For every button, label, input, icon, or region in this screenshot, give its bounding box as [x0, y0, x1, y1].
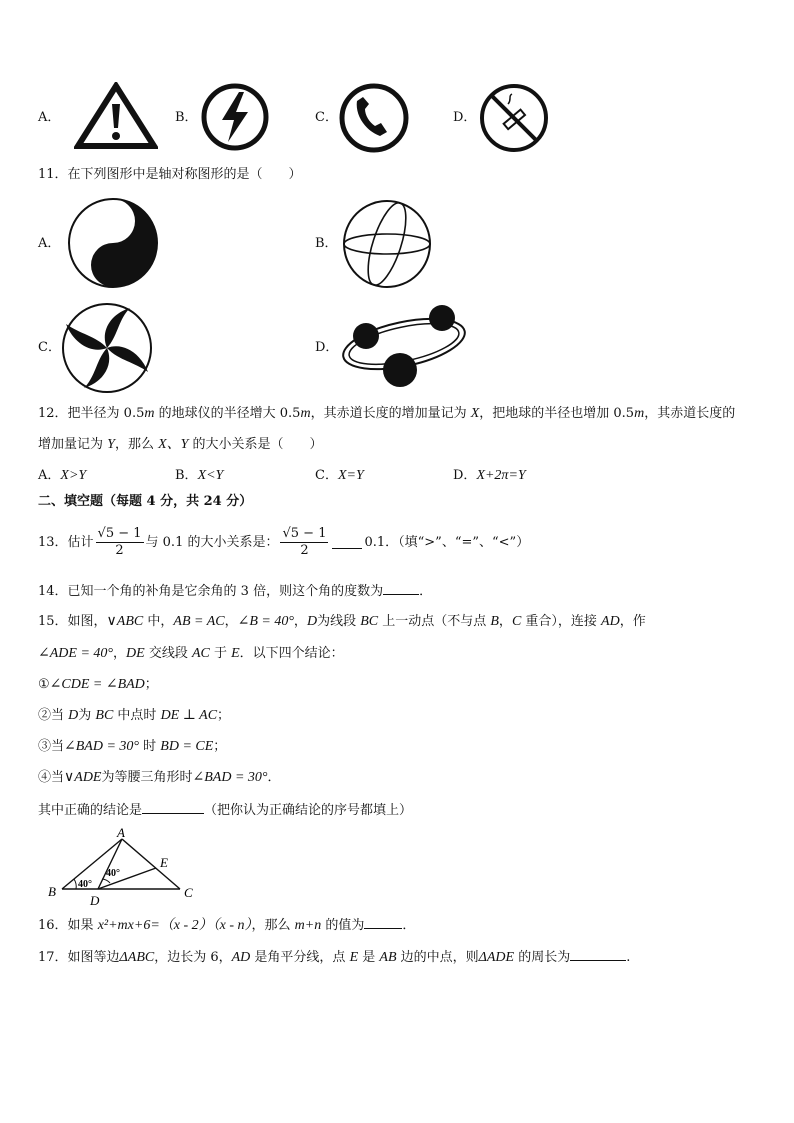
q15-answer-line: 其中正确的结论是 （把你认为正确结论的序号都填上）: [38, 803, 413, 818]
q16-answer-blank[interactable]: [364, 916, 402, 929]
q11-option-d-label: D．: [315, 340, 339, 355]
section-title: 二、填空题（每题 4 分，共 24 分）: [38, 494, 253, 509]
q11-stem: 11．在下列图形中是轴对称图形的是（ ）: [38, 167, 302, 182]
high-voltage-icon: [200, 82, 270, 152]
q15-triangle-figure: [40, 825, 210, 907]
q15-conclusion-3: ③当∠BAD = 30° 时 BD = CE；: [38, 739, 227, 754]
yin-yang-icon: [66, 196, 160, 290]
q16-line: 16．如果 x²+mx+6=（x - 2）（x - n），那么 m+n 的值为 ．: [38, 918, 416, 933]
q15-conclusion-1: ①∠CDE = ∠BAD；: [38, 677, 158, 692]
q12-option-c: C．X=Y: [315, 468, 364, 483]
q14-answer-blank[interactable]: [383, 582, 419, 595]
q15-conclusion-2: ②当 D为 BC 中点时 DE ⊥ AC；: [38, 708, 231, 723]
q10-option-a-label: A．: [38, 110, 61, 125]
fig-angle-b: 40°: [78, 879, 92, 890]
no-smoking-icon: [478, 82, 550, 154]
q13-answer-blank[interactable]: [332, 536, 362, 549]
q15-conclusion-4: ④当∨ADE为等腰三角形时∠BAD = 30°．: [38, 770, 281, 785]
q12-line1: 12．把半径为 0.5m 的地球仪的半径增大 0.5m，其赤道长度的增加量记为 X，把地球的半径也增加 0.5m，其赤道长度的: [38, 406, 736, 421]
q11-option-a-label: A．: [38, 236, 61, 251]
q12-line2: 增加量记为 Y，那么 X、Y 的大小关系是（ ）: [38, 437, 323, 452]
q13-fraction-1: $\frac{√5 - 1}{2}$: [97, 526, 142, 558]
fig-label-c: C: [184, 885, 193, 900]
fig-label-e: E: [160, 855, 168, 870]
fig-label-a: A: [117, 825, 125, 840]
telephone-icon: [338, 82, 410, 154]
q10-option-c-label: C．: [315, 110, 338, 125]
q12-option-a: A．X>Y: [38, 468, 87, 483]
sphere-icon: [340, 198, 434, 290]
q15-answer-blank[interactable]: [142, 801, 204, 814]
q10-option-d-label: D．: [453, 110, 477, 125]
q12-option-d: D．X+2π=Y: [453, 468, 526, 483]
pinwheel-circle-icon: [60, 302, 154, 394]
orbit-balls-icon: [338, 300, 470, 392]
q15-line1: 15．如图，∨ABC 中，AB = AC，∠B = 40°，D为线段 BC 上一动点（不与点 B，C 重合），连接 AD，作: [38, 614, 646, 629]
q11-option-c-label: C．: [38, 340, 61, 355]
q14-line: 14．已知一个角的补角是它余角的 3 倍，则这个角的度数为 ．: [38, 584, 433, 599]
q17-answer-blank[interactable]: [570, 948, 626, 961]
q12-option-b: B．X<Y: [175, 468, 224, 483]
q10-option-b-label: B．: [175, 110, 198, 125]
fig-angle-d: 40°: [106, 868, 120, 879]
q13-line: 13．估计 $\frac{√5 - 1}{2}$ 与 0.1 的大小关系是： $\frac{√5 - 1}{2}$ 0.1．（填“>”、“=”、“<”）: [38, 526, 530, 558]
fig-label-d: D: [90, 893, 100, 907]
q13-fraction-2: $\frac{√5 - 1}{2}$: [282, 526, 327, 558]
warning-triangle-icon: [74, 82, 158, 150]
q15-line2: ∠ADE = 40°，DE 交线段 AC 于 E．以下四个结论：: [38, 646, 344, 661]
q11-option-b-label: B．: [315, 236, 338, 251]
fig-label-b: B: [48, 884, 56, 899]
q17-line: 17．如图等边ΔABC，边长为 6，AD 是角平分线，点 E 是 AB 边的中点，则ΔADE 的周长为 .: [38, 950, 631, 965]
